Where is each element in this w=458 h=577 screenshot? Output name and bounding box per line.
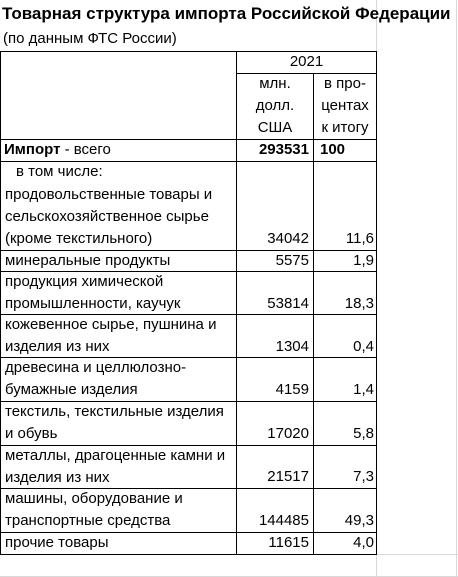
row-wood-percent: 1,4 <box>353 381 374 398</box>
row-wood-label-2: бумажные изделия <box>5 381 138 398</box>
header-percent-line-3: к итогу <box>321 119 369 136</box>
row-total-label <box>4 139 234 161</box>
row-food-label-1: продовольственные товары и <box>5 186 213 203</box>
row-chemicals-label <box>5 271 235 315</box>
row-other-percent: 4,0 <box>353 534 374 551</box>
row-food-label-3: (кроме текстильного) <box>5 230 153 247</box>
row-textile-label-1: текстиль, текстильные изделия <box>5 403 224 420</box>
row-machinery-label-2: транспортные средства <box>5 512 171 529</box>
row-other-value: 11615 <box>268 534 309 551</box>
row-textile-label <box>5 401 235 445</box>
row-textile-percent: 5,8 <box>353 425 374 442</box>
header-usd-line-3: США <box>257 119 293 136</box>
row-chemicals-value: 53814 <box>267 295 309 312</box>
row-wood-label-1: древесина и целлюлозно- <box>5 359 187 376</box>
row-total-percent: 100 <box>320 141 346 158</box>
row-metals-value: 21517 <box>267 468 309 485</box>
row-other-label: прочие товары <box>5 534 109 551</box>
row-leather-percent: 0,4 <box>353 338 374 355</box>
row-metals-label-2: изделия из них <box>5 469 110 486</box>
total-label-bold: Импорт <box>4 141 61 158</box>
row-minerals-label: минеральные продукты <box>5 252 171 269</box>
row-machinery-label-1: машины, оборудование и <box>5 490 183 507</box>
row-total-value: 293531 <box>258 141 309 158</box>
row-wood-label <box>5 357 235 401</box>
header-usd-line-2: долл. <box>255 97 295 114</box>
row-chemicals-label-2: промышленности, каучук <box>5 295 181 312</box>
page-title: Товарная структура импорта Российской Федерации <box>2 4 451 23</box>
row-metals-label-1: металлы, драгоценные камни и <box>5 447 226 464</box>
row-chemicals-percent: 18,3 <box>344 295 374 312</box>
row-metals-percent: 7,3 <box>353 468 374 485</box>
row-food-percent: 11,6 <box>345 230 374 247</box>
row-textile-value: 17020 <box>267 425 309 442</box>
row-food-value: 34042 <box>267 230 309 247</box>
total-label-rest: - всего <box>60 141 111 158</box>
header-percent-line-1: в про- <box>324 75 366 92</box>
row-metals-label <box>5 445 235 489</box>
row-wood-value: 4159 <box>275 381 309 398</box>
row-minerals-value: 5575 <box>275 252 309 269</box>
row-machinery-value: 144485 <box>258 512 309 529</box>
row-machinery-label <box>5 488 235 532</box>
row-leather-label <box>5 314 235 358</box>
row-leather-label-1: кожевенное сырье, пушнина и <box>5 316 217 333</box>
header-percent-line-2: центах <box>321 97 369 114</box>
header-percent <box>314 73 376 139</box>
header-usd <box>237 73 313 139</box>
row-food-label <box>5 184 235 250</box>
header-year: 2021 <box>289 53 324 70</box>
row-leather-value: 1304 <box>275 338 309 355</box>
page-subtitle: (по данным ФТС России) <box>3 30 177 47</box>
row-textile-label-2: и обувь <box>5 425 58 442</box>
row-minerals-percent: 1,9 <box>353 252 374 269</box>
row-leather-label-2: изделия из них <box>5 338 110 355</box>
row-chemicals-label-1: продукция химической <box>5 273 164 290</box>
row-including-label: в том числе: <box>16 163 103 180</box>
row-machinery-percent: 49,3 <box>344 512 374 529</box>
header-usd-line-1: млн. <box>259 75 291 92</box>
row-food-label-2: сельскохозяйственное сырье <box>5 208 209 225</box>
